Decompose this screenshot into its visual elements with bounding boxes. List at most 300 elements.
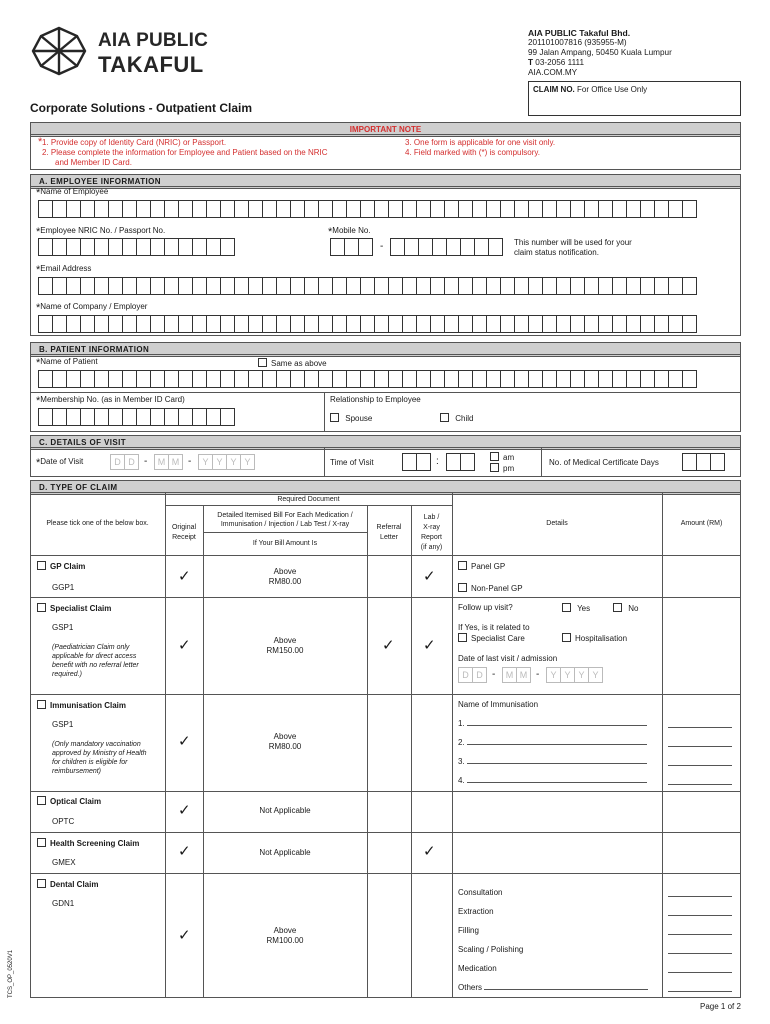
- char-box[interactable]: [654, 315, 669, 333]
- char-box[interactable]: [570, 200, 585, 218]
- char-box[interactable]: [472, 315, 487, 333]
- char-box[interactable]: [38, 277, 53, 295]
- char-box[interactable]: [38, 315, 53, 333]
- char-box[interactable]: [528, 315, 543, 333]
- char-box[interactable]: [52, 370, 67, 388]
- char-box[interactable]: [304, 370, 319, 388]
- char-box[interactable]: [388, 277, 403, 295]
- char-box[interactable]: [150, 370, 165, 388]
- char-box[interactable]: [80, 238, 95, 256]
- char-box[interactable]: [318, 200, 333, 218]
- char-box[interactable]: [94, 277, 109, 295]
- mc-days-input[interactable]: [682, 453, 724, 471]
- hospitalisation-option[interactable]: Hospitalisation: [562, 633, 627, 643]
- char-box[interactable]: [640, 277, 655, 295]
- date-dash: -: [188, 456, 192, 467]
- char-box[interactable]: [276, 200, 291, 218]
- char-box[interactable]: [234, 315, 249, 333]
- char-box[interactable]: [66, 238, 81, 256]
- char-box[interactable]: [192, 200, 207, 218]
- char-box[interactable]: [178, 277, 193, 295]
- char-box[interactable]: [500, 315, 515, 333]
- char-box[interactable]: [178, 370, 193, 388]
- char-box[interactable]: [360, 315, 375, 333]
- char-box[interactable]: [122, 200, 137, 218]
- immunisation-claim-checkbox[interactable]: [37, 700, 46, 709]
- char-box[interactable]: [612, 277, 627, 295]
- char-box[interactable]: [220, 315, 235, 333]
- spouse-option[interactable]: Spouse: [330, 413, 372, 423]
- char-box[interactable]: [444, 370, 459, 388]
- char-box[interactable]: [570, 370, 585, 388]
- char-box[interactable]: [94, 200, 109, 218]
- char-box[interactable]: [290, 277, 305, 295]
- specialist-care-checkbox[interactable]: [458, 633, 467, 642]
- char-box[interactable]: [206, 200, 221, 218]
- am-option[interactable]: am: [490, 452, 514, 462]
- char-box[interactable]: [122, 370, 137, 388]
- char-box[interactable]: [136, 277, 151, 295]
- char-box[interactable]: [430, 200, 445, 218]
- char-box[interactable]: [682, 370, 697, 388]
- note-3: 3. One form is applicable for one visit only.: [405, 138, 556, 147]
- char-box[interactable]: [402, 277, 417, 295]
- follow-up-yes-checkbox[interactable]: [562, 603, 571, 612]
- claim-no-box[interactable]: [528, 81, 741, 116]
- char-box[interactable]: [640, 315, 655, 333]
- char-box[interactable]: [640, 200, 655, 218]
- char-box[interactable]: [458, 277, 473, 295]
- char-box[interactable]: [332, 315, 347, 333]
- char-box[interactable]: [262, 315, 277, 333]
- non-panel-gp-checkbox[interactable]: [458, 583, 467, 592]
- char-box[interactable]: [290, 315, 305, 333]
- immunisation-claim-option[interactable]: Immunisation Claim: [37, 700, 126, 710]
- char-box[interactable]: [122, 277, 137, 295]
- visit-hour-input[interactable]: [402, 453, 430, 471]
- char-box[interactable]: [668, 315, 683, 333]
- char-box[interactable]: [682, 277, 697, 295]
- health-screening-claim-option[interactable]: Health Screening Claim: [37, 838, 139, 848]
- char-box[interactable]: [150, 315, 165, 333]
- follow-up-no-option[interactable]: No: [613, 603, 638, 613]
- divider: [30, 392, 741, 393]
- char-box[interactable]: [38, 408, 53, 426]
- char-box[interactable]: [234, 277, 249, 295]
- char-box[interactable]: [584, 315, 599, 333]
- char-box[interactable]: [358, 238, 373, 256]
- char-box[interactable]: [500, 200, 515, 218]
- char-box[interactable]: [668, 370, 683, 388]
- char-box[interactable]: [682, 315, 697, 333]
- char-box[interactable]: [108, 408, 123, 426]
- char-box[interactable]: [332, 200, 347, 218]
- health-screening-claim-checkbox[interactable]: [37, 838, 46, 847]
- follow-up-yes-option[interactable]: Yes: [562, 603, 590, 613]
- immunisation-amount-field[interactable]: [668, 746, 732, 747]
- char-box[interactable]: [248, 200, 263, 218]
- char-box[interactable]: [416, 370, 431, 388]
- char-box[interactable]: [488, 238, 503, 256]
- char-box[interactable]: [432, 238, 447, 256]
- char-box[interactable]: [304, 315, 319, 333]
- dental-claim-option[interactable]: Dental Claim: [37, 879, 98, 889]
- char-box[interactable]: [612, 200, 627, 218]
- char-box[interactable]: [402, 200, 417, 218]
- immunisation-amount-field[interactable]: [668, 784, 732, 785]
- char-box[interactable]: [542, 370, 557, 388]
- char-box[interactable]: [528, 277, 543, 295]
- char-box[interactable]: [332, 277, 347, 295]
- char-box[interactable]: [418, 238, 433, 256]
- last-visit-year-input[interactable]: Y Y Y Y: [546, 667, 602, 683]
- char-box[interactable]: [374, 370, 389, 388]
- char-box[interactable]: [598, 370, 613, 388]
- char-box[interactable]: [584, 200, 599, 218]
- immunisation-item[interactable]: 3.: [458, 757, 647, 766]
- char-box[interactable]: [570, 277, 585, 295]
- char-box[interactable]: [346, 370, 361, 388]
- char-box[interactable]: [150, 408, 165, 426]
- char-box[interactable]: [52, 277, 67, 295]
- visit-month-input[interactable]: M M: [154, 454, 182, 470]
- char-box[interactable]: [136, 238, 151, 256]
- visit-minute-input[interactable]: [446, 453, 474, 471]
- char-box[interactable]: [220, 370, 235, 388]
- char-box[interactable]: [556, 277, 571, 295]
- char-box[interactable]: [360, 370, 375, 388]
- follow-up-no-checkbox[interactable]: [613, 603, 622, 612]
- char-box[interactable]: [416, 315, 431, 333]
- char-box[interactable]: [444, 315, 459, 333]
- last-visit-day-input[interactable]: D D: [458, 667, 486, 683]
- char-box[interactable]: [514, 277, 529, 295]
- specialist-claim-checkbox[interactable]: [37, 603, 46, 612]
- char-box[interactable]: [430, 315, 445, 333]
- char-box[interactable]: [164, 370, 179, 388]
- char-box[interactable]: [122, 238, 137, 256]
- char-box[interactable]: [332, 370, 347, 388]
- immunisation-amount-field[interactable]: [668, 765, 732, 766]
- immunisation-item[interactable]: 4.: [458, 776, 647, 785]
- spouse-checkbox[interactable]: [330, 413, 339, 422]
- same-as-above-checkbox[interactable]: [258, 358, 267, 367]
- char-box[interactable]: [626, 200, 641, 218]
- optical-claim-option[interactable]: Optical Claim: [37, 796, 101, 806]
- char-box[interactable]: [458, 315, 473, 333]
- char-box[interactable]: [220, 238, 235, 256]
- char-box[interactable]: [192, 238, 207, 256]
- char-box[interactable]: [346, 277, 361, 295]
- char-box[interactable]: [374, 277, 389, 295]
- char-box[interactable]: [94, 370, 109, 388]
- char-box[interactable]: [528, 200, 543, 218]
- char-box[interactable]: [514, 200, 529, 218]
- mobile-prefix-input[interactable]: [330, 238, 372, 256]
- char-box[interactable]: [66, 315, 81, 333]
- char-box[interactable]: [472, 277, 487, 295]
- char-box[interactable]: [430, 277, 445, 295]
- char-box[interactable]: [654, 200, 669, 218]
- employee-name-input[interactable]: [38, 200, 696, 218]
- char-box[interactable]: [318, 370, 333, 388]
- char-box[interactable]: [66, 200, 81, 218]
- char-box[interactable]: [52, 315, 67, 333]
- patient-name-input[interactable]: [38, 370, 696, 388]
- char-box[interactable]: [66, 277, 81, 295]
- char-box[interactable]: [150, 200, 165, 218]
- char-box[interactable]: [486, 315, 501, 333]
- char-box[interactable]: [206, 370, 221, 388]
- char-box[interactable]: [290, 370, 305, 388]
- dental-amount-field[interactable]: [668, 991, 732, 992]
- panel-gp-checkbox[interactable]: [458, 561, 467, 570]
- char-box[interactable]: [556, 200, 571, 218]
- char-box[interactable]: [94, 315, 109, 333]
- char-box[interactable]: [80, 408, 95, 426]
- char-box[interactable]: [80, 370, 95, 388]
- char-box[interactable]: [234, 370, 249, 388]
- char-box[interactable]: [682, 200, 697, 218]
- optical-claim-checkbox[interactable]: [37, 796, 46, 805]
- char-box[interactable]: [80, 277, 95, 295]
- char-box[interactable]: [542, 200, 557, 218]
- char-box[interactable]: [598, 315, 613, 333]
- char-box[interactable]: [164, 315, 179, 333]
- char-box[interactable]: [220, 277, 235, 295]
- char-box[interactable]: [262, 370, 277, 388]
- char-box[interactable]: [318, 315, 333, 333]
- mobile-number-input[interactable]: [390, 238, 502, 256]
- char-box[interactable]: [402, 370, 417, 388]
- divider: [30, 555, 741, 556]
- dental-amount-field[interactable]: [668, 934, 732, 935]
- char-box[interactable]: [38, 200, 53, 218]
- char-box[interactable]: [486, 200, 501, 218]
- char-box[interactable]: [164, 277, 179, 295]
- child-checkbox[interactable]: [440, 413, 449, 422]
- char-box[interactable]: [192, 408, 207, 426]
- company-input[interactable]: [38, 315, 696, 333]
- char-box[interactable]: [150, 238, 165, 256]
- char-box[interactable]: [416, 277, 431, 295]
- char-box[interactable]: [402, 315, 417, 333]
- char-box[interactable]: [108, 238, 123, 256]
- char-box[interactable]: [584, 277, 599, 295]
- char-box[interactable]: [178, 408, 193, 426]
- char-box[interactable]: [52, 408, 67, 426]
- gp-claim-checkbox[interactable]: [37, 561, 46, 570]
- char-box[interactable]: [206, 238, 221, 256]
- gp-claim-option[interactable]: GP Claim: [37, 561, 85, 571]
- char-box[interactable]: [430, 370, 445, 388]
- char-box[interactable]: [668, 277, 683, 295]
- char-box[interactable]: [374, 315, 389, 333]
- panel-gp-option[interactable]: Panel GP: [458, 561, 505, 571]
- char-box[interactable]: [444, 200, 459, 218]
- char-box[interactable]: [164, 238, 179, 256]
- char-box[interactable]: [94, 238, 109, 256]
- char-box[interactable]: [150, 277, 165, 295]
- char-box[interactable]: [108, 370, 123, 388]
- char-box[interactable]: [220, 408, 235, 426]
- char-box[interactable]: [640, 370, 655, 388]
- char-box[interactable]: [556, 370, 571, 388]
- char-box[interactable]: [598, 200, 613, 218]
- char-box[interactable]: [206, 408, 221, 426]
- char-box[interactable]: [276, 277, 291, 295]
- char-box[interactable]: [626, 315, 641, 333]
- dental-amount-field[interactable]: [668, 953, 732, 954]
- char-box[interactable]: [626, 277, 641, 295]
- char-box[interactable]: [262, 277, 277, 295]
- char-box[interactable]: [542, 277, 557, 295]
- specialist-claim-option[interactable]: Specialist Claim: [37, 603, 111, 613]
- char-box[interactable]: [80, 315, 95, 333]
- char-box[interactable]: [654, 370, 669, 388]
- visit-year-input[interactable]: Y Y Y Y: [198, 454, 254, 470]
- email-input[interactable]: [38, 277, 696, 295]
- char-box[interactable]: [192, 277, 207, 295]
- char-box[interactable]: [500, 370, 515, 388]
- char-box[interactable]: [136, 200, 151, 218]
- char-box[interactable]: [192, 370, 207, 388]
- dental-amount-field[interactable]: [668, 896, 732, 897]
- char-box[interactable]: [360, 200, 375, 218]
- char-box[interactable]: [458, 200, 473, 218]
- char-box[interactable]: [80, 200, 95, 218]
- visit-day-input[interactable]: D D: [110, 454, 138, 470]
- employee-nric-input[interactable]: [38, 238, 234, 256]
- char-box[interactable]: [330, 238, 345, 256]
- char-box[interactable]: [654, 277, 669, 295]
- non-panel-gp-option[interactable]: Non-Panel GP: [458, 583, 523, 593]
- char-box[interactable]: [304, 200, 319, 218]
- char-box[interactable]: [290, 200, 305, 218]
- char-box[interactable]: [626, 370, 641, 388]
- child-option[interactable]: Child: [440, 413, 473, 423]
- char-box[interactable]: [500, 277, 515, 295]
- char-box[interactable]: [460, 238, 475, 256]
- char-box[interactable]: [584, 370, 599, 388]
- dental-others-item[interactable]: Others: [458, 983, 648, 992]
- optical-claim-code: OPTC: [52, 817, 75, 826]
- char-box[interactable]: [52, 200, 67, 218]
- char-box[interactable]: [472, 370, 487, 388]
- char-box[interactable]: [598, 277, 613, 295]
- char-box[interactable]: [514, 370, 529, 388]
- char-box[interactable]: [108, 277, 123, 295]
- char-box[interactable]: [390, 238, 405, 256]
- char-box[interactable]: [38, 238, 53, 256]
- char-box[interactable]: [528, 370, 543, 388]
- char-box[interactable]: [388, 200, 403, 218]
- char-box[interactable]: [248, 277, 263, 295]
- specialist-care-option[interactable]: Specialist Care: [458, 633, 525, 643]
- related-label: If Yes, is it related to: [458, 623, 530, 632]
- char-box[interactable]: [446, 238, 461, 256]
- same-as-above-option[interactable]: Same as above: [258, 358, 327, 368]
- char-box[interactable]: [276, 315, 291, 333]
- char-box[interactable]: [570, 315, 585, 333]
- last-visit-month-input[interactable]: M M: [502, 667, 530, 683]
- char-box[interactable]: [108, 200, 123, 218]
- char-box[interactable]: [344, 238, 359, 256]
- char-box[interactable]: [612, 315, 627, 333]
- char-box[interactable]: [346, 315, 361, 333]
- char-box[interactable]: [178, 200, 193, 218]
- char-box[interactable]: [108, 315, 123, 333]
- char-box[interactable]: [220, 200, 235, 218]
- char-box[interactable]: [472, 200, 487, 218]
- char-box[interactable]: [668, 200, 683, 218]
- pm-option[interactable]: pm: [490, 463, 514, 473]
- char-box[interactable]: [248, 370, 263, 388]
- char-box[interactable]: [192, 315, 207, 333]
- char-box[interactable]: [404, 238, 419, 256]
- char-box[interactable]: [304, 277, 319, 295]
- char-box[interactable]: [458, 370, 473, 388]
- dental-amount-field[interactable]: [668, 972, 732, 973]
- char-box[interactable]: [416, 200, 431, 218]
- char-box[interactable]: [276, 370, 291, 388]
- hospitalisation-checkbox[interactable]: [562, 633, 571, 642]
- char-box[interactable]: [318, 277, 333, 295]
- char-box[interactable]: [206, 277, 221, 295]
- char-box[interactable]: [178, 315, 193, 333]
- char-box[interactable]: [374, 200, 389, 218]
- char-box[interactable]: [136, 370, 151, 388]
- char-box[interactable]: [346, 200, 361, 218]
- char-box[interactable]: [514, 315, 529, 333]
- char-box[interactable]: [388, 370, 403, 388]
- char-box[interactable]: [178, 238, 193, 256]
- char-box[interactable]: [612, 370, 627, 388]
- am-checkbox[interactable]: [490, 452, 499, 461]
- char-box[interactable]: [38, 370, 53, 388]
- immunisation-amount-field[interactable]: [668, 727, 732, 728]
- char-box[interactable]: [248, 315, 263, 333]
- char-box[interactable]: [474, 238, 489, 256]
- char-box[interactable]: [164, 408, 179, 426]
- char-box[interactable]: [66, 408, 81, 426]
- char-box[interactable]: [262, 200, 277, 218]
- char-box[interactable]: [388, 315, 403, 333]
- char-box[interactable]: [360, 277, 375, 295]
- char-box[interactable]: [52, 238, 67, 256]
- char-box[interactable]: [542, 315, 557, 333]
- char-box[interactable]: [94, 408, 109, 426]
- char-box[interactable]: [122, 315, 137, 333]
- dental-amount-field[interactable]: [668, 915, 732, 916]
- char-box[interactable]: [556, 315, 571, 333]
- char-box[interactable]: [136, 408, 151, 426]
- char-box[interactable]: [486, 277, 501, 295]
- char-box[interactable]: [66, 370, 81, 388]
- char-box[interactable]: [206, 315, 221, 333]
- immunisation-item[interactable]: 1.: [458, 719, 647, 728]
- pm-checkbox[interactable]: [490, 463, 499, 472]
- dental-claim-checkbox[interactable]: [37, 879, 46, 888]
- char-box[interactable]: [234, 200, 249, 218]
- char-box[interactable]: [444, 277, 459, 295]
- char-box[interactable]: [136, 315, 151, 333]
- membership-input[interactable]: [38, 408, 234, 426]
- char-box[interactable]: [486, 370, 501, 388]
- immunisation-item[interactable]: 2.: [458, 738, 647, 747]
- char-box[interactable]: [164, 200, 179, 218]
- char-box[interactable]: [122, 408, 137, 426]
